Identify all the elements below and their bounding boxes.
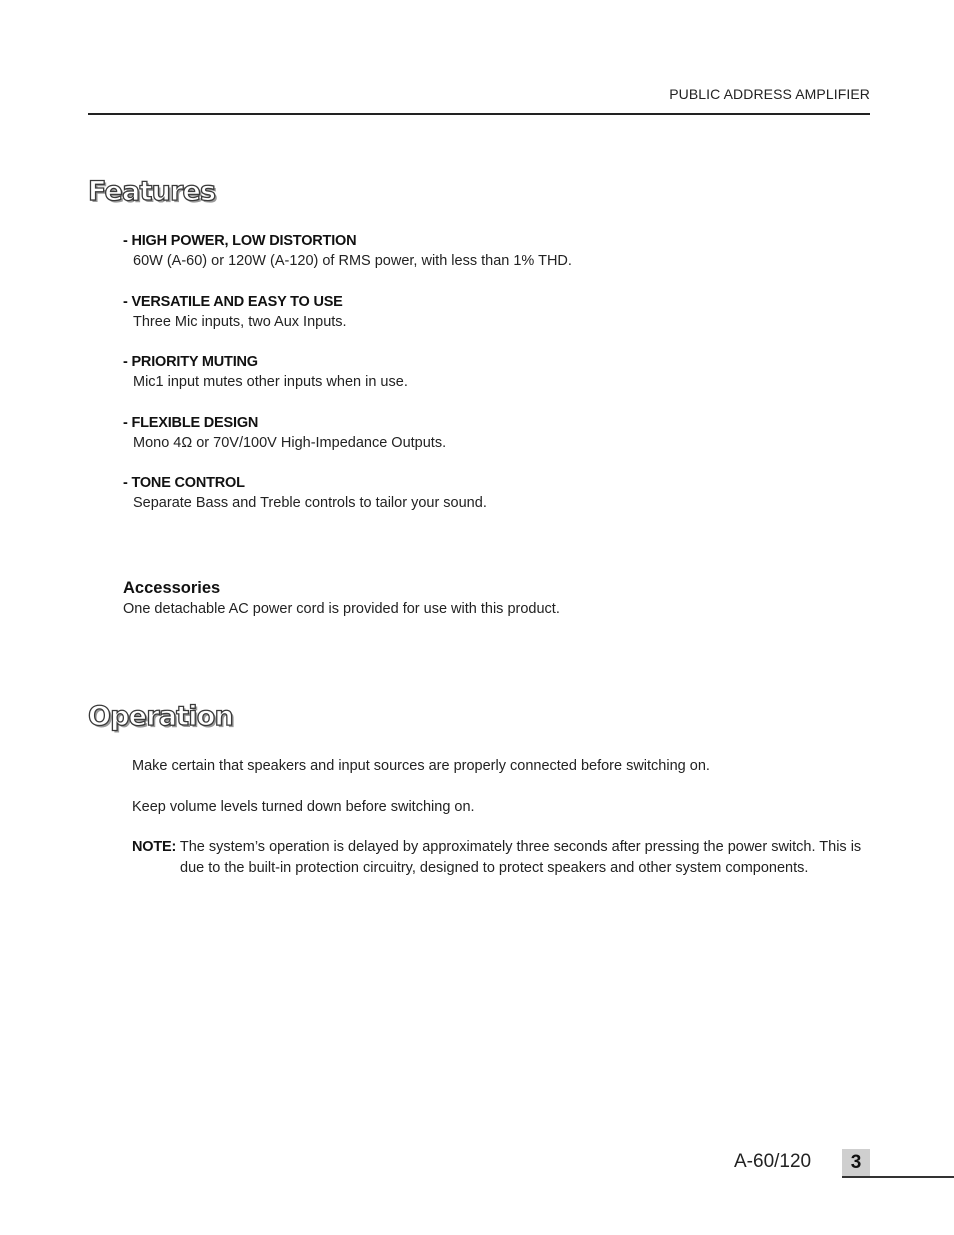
feature-item [123, 353, 823, 414]
features-title: Features [88, 176, 216, 207]
feature-item [123, 232, 823, 293]
feature-heading: - VERSATILE AND EASY TO USE [123, 293, 343, 310]
feature-description: Separate Bass and Treble controls to tailor your sound. [133, 495, 487, 512]
feature-heading: - PRIORITY MUTING [123, 354, 258, 371]
footer-model-name: A-60/120 [734, 1151, 812, 1172]
feature-description: Mic1 input mutes other inputs when in use. [133, 374, 408, 391]
feature-item [123, 414, 823, 475]
note-label: NOTE: [132, 839, 177, 855]
feature-heading: - HIGH POWER, LOW DISTORTION [123, 233, 357, 249]
feature-description: 60W (A-60) or 120W (A-120) of RMS power, with less than 1% THD. [133, 253, 572, 269]
accessories-heading: Accessories [123, 579, 221, 597]
feature-item [123, 474, 823, 535]
operation-paragraph: Keep volume levels turned down before switching on. [132, 798, 475, 815]
feature-description: Mono 4Ω or 70V/100V High-Impedance Outputs. [133, 434, 447, 451]
operation-paragraph: Make certain that speakers and input sources are properly connected before switching on. [132, 758, 710, 774]
feature-heading: - TONE CONTROL [123, 475, 245, 492]
operation-note [132, 837, 872, 878]
footer-divider [842, 1176, 954, 1178]
feature-description: Three Mic inputs, two Aux Inputs. [133, 313, 347, 330]
note-text: The system’s operation is delayed by approximately three seconds after pressing the power switch. This is due to the built-in protection circuitry, designed to protect speakers and other system components. [179, 839, 862, 876]
operation-title: Operation [88, 701, 233, 732]
running-header: PUBLIC ADDRESS AMPLIFIER [669, 86, 870, 102]
accessories-text: One detachable AC power cord is provided for use with this product. [123, 601, 560, 617]
header-divider [88, 113, 870, 115]
accessories-section [123, 577, 823, 620]
features-list [123, 232, 823, 535]
page-number: 3 [842, 1149, 870, 1177]
feature-heading: - FLEXIBLE DESIGN [123, 414, 259, 431]
operation-body [132, 756, 872, 878]
feature-item [123, 293, 823, 354]
